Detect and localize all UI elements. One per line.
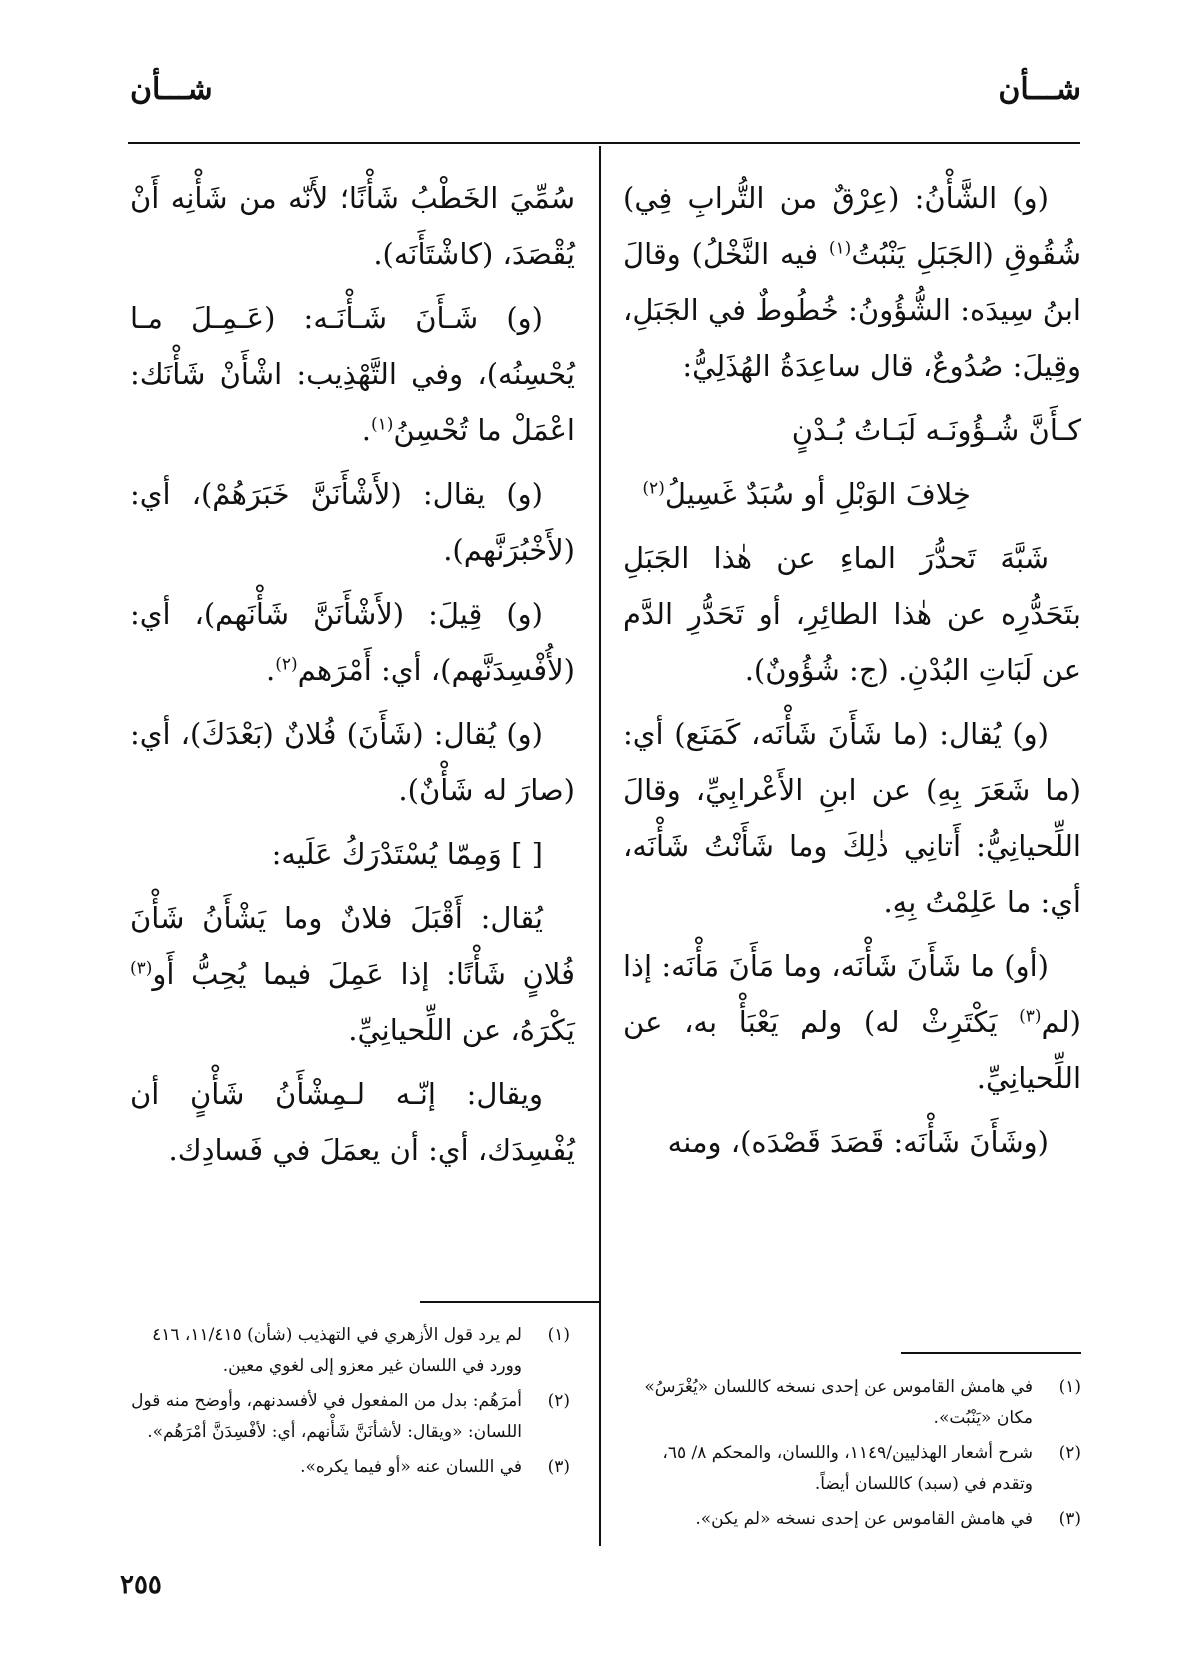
footnotes-right bbox=[621, 1372, 1081, 1539]
entry-paragraph: شَبَّهَ تَحدُّرَ الماءِ عن هٰذا الجَبَلِ بتَحَدُّرِه عن هٰذا الطائِرِ، أو تَحَدُّرِ الدَّم عن لَبَاتِ البُدْنِ. (ج: شُؤُونٌ). bbox=[623, 541, 1081, 687]
entry-paragraph: (و) يُقال: (ما شَأَنَ شَأْنَه، كَمَنَع) أي: (ما شَعَرَ بِهِ) عن ابنِ الأَعْرابِيِّ، وقالَ اللِّحيانِيُّ: أَتانِي ذٰلِكَ وما شَأَنْتُ شَأْنَه، أي: ما عَلِمْتُ بِهِ. bbox=[623, 717, 1081, 919]
entry-paragraph: (وشَأَنَ شَأْنَه: قَصَدَ قَصْدَه)، ومنه bbox=[667, 1125, 1049, 1159]
footnote-ref: (٣) bbox=[1019, 1006, 1042, 1027]
footnote bbox=[621, 1372, 1081, 1434]
footnote-ref: (١) bbox=[370, 414, 394, 435]
footnote bbox=[130, 1320, 570, 1382]
running-header-right: شـــأن bbox=[998, 72, 1081, 107]
footnote bbox=[130, 1452, 570, 1483]
page-number: ٢٥٥ bbox=[120, 1570, 162, 1600]
entry-paragraph: سُمِّيَ الخَطْبُ شَأْنًا؛ لأَنّه من شَأْنِه أَنْ يُقْصَدَ، (كاشْتَأَنَه). bbox=[130, 181, 575, 271]
footnote-number: (٢) bbox=[547, 1391, 570, 1411]
supplement-heading: [ ] وَمِمّا يُسْتَدْرَكُ عَلَيه: bbox=[271, 837, 543, 871]
footnote-ref: (٢) bbox=[642, 478, 665, 499]
entry-paragraph: (و) يقال: (لأَشْأَنَنَّ خَبَرَهُمْ)، أي: (لأَخْبُرَنَّهم). bbox=[130, 477, 575, 567]
footnote-ref: (٣) bbox=[130, 958, 153, 979]
header-rule bbox=[128, 142, 1080, 144]
entry-paragraph: (أو) ما شَأَنَ شَأْنَه، وما مَأَنَ مَأْنَه: إذا (لم$^{(٣)}$ يَكْتَرِثْ له) ولم يَعْبَأْ به، عن اللِّحيانِيِّ. bbox=[623, 949, 1081, 1095]
footnote-text: شرح أشعار الهذليين/١١٤٩، واللسان، والمحكم ٨/ ٦٥، وتقدم في (سبد) كاللسان أيضاً. bbox=[662, 1443, 1033, 1494]
running-header-left: شـــأن bbox=[130, 72, 213, 107]
footnote-text: في هامش القاموس عن إحدى نسخه «لم يكن». bbox=[695, 1509, 1033, 1529]
footnote-ref: (٢) bbox=[275, 654, 298, 675]
footnote-rule-right bbox=[901, 1352, 1081, 1354]
entry-paragraph: يُقال: أَقْبَلَ فلانٌ وما يَشْأَنُ شَأْنَ فُلانٍ شَأْنًا: إذا عَمِلَ فيما يُحِبُّ أَو$^{(٣)}$ يَكْرَهُ، عن اللِّحيانِيِّ. bbox=[130, 901, 575, 1047]
footnote-text: في هامش القاموس عن إحدى نسخه كاللسان «يُغْرَسُ» مكان «يَنْبُت». bbox=[644, 1377, 1033, 1428]
left-column bbox=[130, 170, 575, 1186]
right-column bbox=[623, 170, 1081, 1178]
footnote-number: (١) bbox=[547, 1325, 570, 1345]
footnote-number: (٣) bbox=[547, 1457, 570, 1477]
column-divider bbox=[599, 146, 601, 1546]
footnote bbox=[621, 1504, 1081, 1535]
entry-paragraph: (و) يُقال: (شَأَنَ) فُلانٌ (بَعْدَكَ)، أي: (صارَ له شَأْنٌ). bbox=[130, 717, 575, 807]
entry-paragraph: (و) الشَّأْنُ: (عِرْقٌ من التُّرابِ فِي) شُقُوقِ (الجَبَلِ يَنْبُتُ$^{(١)}$ فيه النَّخْلُ) وقالَ ابنُ سِيدَه: الشُّؤُونُ: خُطُوطٌ في الجَبَلِ، وقِيلَ: صُدُوعٌ، قال ساعِدَةُ الهُذَلِيُّ: bbox=[623, 181, 1081, 383]
footnote-number: (٢) bbox=[1058, 1443, 1081, 1463]
footnote-ref: (١) bbox=[828, 238, 852, 259]
poetry-verse-2: خِلافَ الوَبْلِ أو سُبَدٌ غَسِيلُ$^{(٢)}$ bbox=[642, 477, 971, 511]
footnote-text: لم يرد قول الأزهري في التهذيب (شأن) ١١/٤١٥، ٤١٦ وورد في اللسان غير معزو إلى لغوي معين. bbox=[152, 1325, 522, 1376]
footnote-rule-left bbox=[420, 1301, 600, 1303]
footnote-text: في اللسان عنه «أو فيما يكره». bbox=[300, 1457, 522, 1477]
entry-paragraph: (و) قِيلَ: (لأَشْأَنَنَّ شَأْنَهم)، أي: (لأُفْسِدَنَّهم)، أي: أَمْرَهم$^{(٢)}$. bbox=[130, 597, 575, 687]
footnotes-left bbox=[130, 1320, 570, 1487]
footnote-number: (١) bbox=[1058, 1377, 1081, 1397]
footnote bbox=[130, 1386, 570, 1448]
entry-paragraph: (و) شَـأَنَ شَـأْنَـه: (عَـمِـلَ مـا يُحْسِنُه)، وفي التَّهْذِيب: اشْأَنْ شَأْنَك: اعْمَلْ ما تُحْسِنُ$^{(١)}$. bbox=[130, 301, 575, 447]
footnote-text: أمرَهُم: بدل من المفعول في لأفسدنهم، وأوضح منه قول اللسان: «ويقال: لأشأنَنَّ شَأْنهم، أي: لأفْسِدَنَّ أمْرَهُم». bbox=[131, 1391, 522, 1442]
footnote-number: (٣) bbox=[1058, 1509, 1081, 1529]
entry-paragraph: ويقال: إنّـه لـمِشْأَنُ شَأْنٍ أن يُفْسِدَك، أي: أن يعمَلَ في فَسادِك. bbox=[130, 1077, 575, 1167]
poetry-verse-1: كـأَنَّ شُـؤُونَـه لَبَـاتُ بُـدْنٍ bbox=[791, 413, 1081, 447]
footnote bbox=[621, 1438, 1081, 1500]
